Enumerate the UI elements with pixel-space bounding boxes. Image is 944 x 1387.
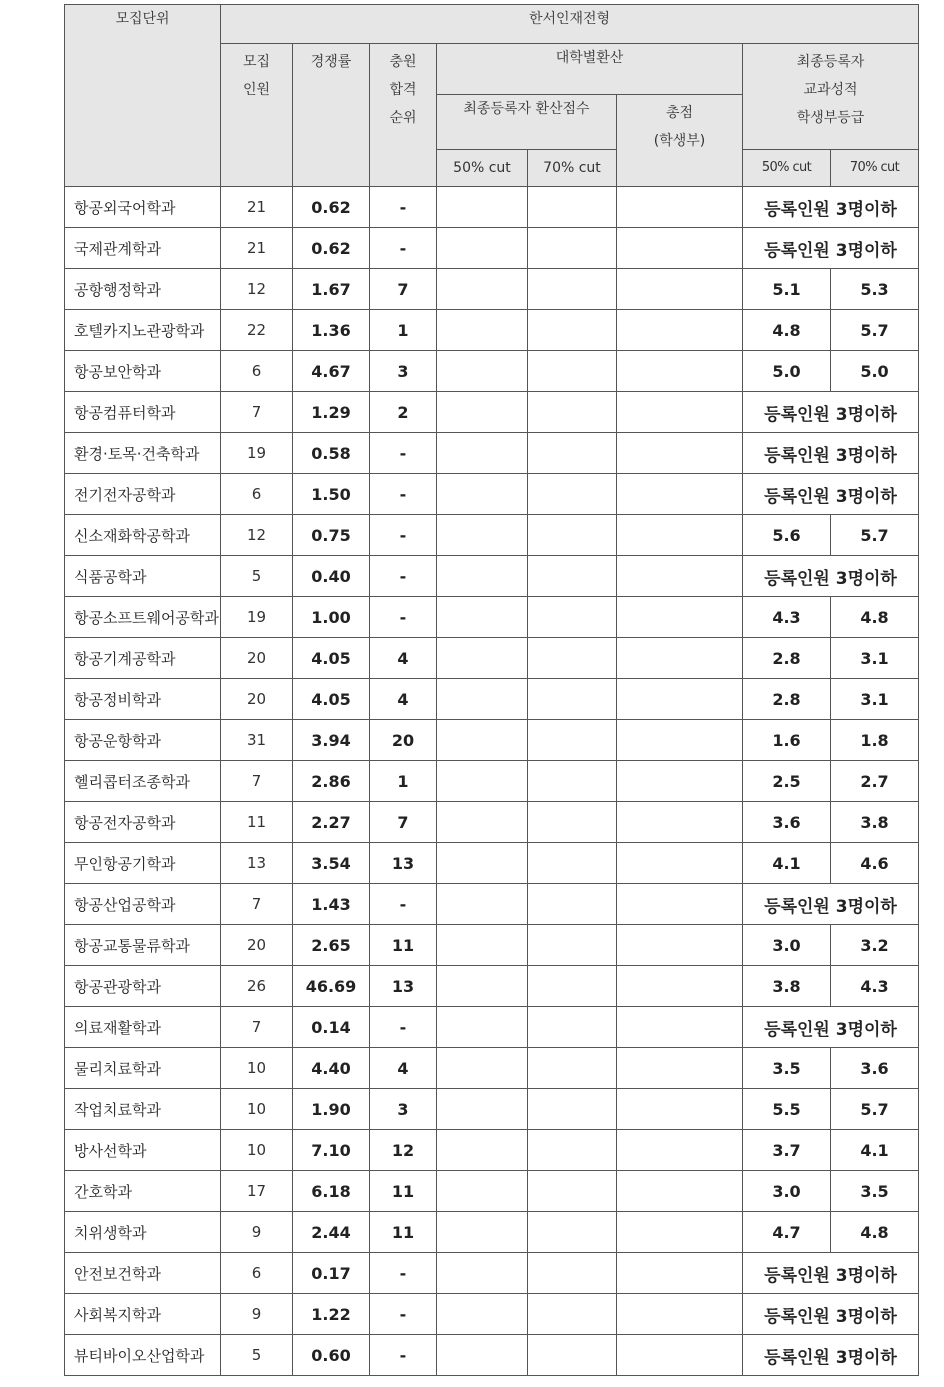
table-row	[65, 966, 919, 1007]
conv-50cut-cell	[437, 720, 528, 761]
quota-cell: 6	[221, 351, 293, 392]
conv-50cut-cell	[437, 761, 528, 802]
ratio-cell: 1.90	[293, 1089, 370, 1130]
dept-name: 환경·토목·건축학과	[65, 433, 221, 474]
table-row	[65, 638, 919, 679]
dept-name: 방사선학과	[65, 1130, 221, 1171]
grade-70cut-cell: 2.7	[831, 761, 919, 802]
grade-70cut-cell: 3.5	[831, 1171, 919, 1212]
conv-70cut-cell	[528, 515, 617, 556]
rank-cell: 4	[370, 1048, 437, 1089]
total-cell	[617, 228, 743, 269]
ratio-cell: 0.62	[293, 228, 370, 269]
table-row	[65, 515, 919, 556]
header-conv-70cut: 70% cut	[528, 150, 617, 187]
ratio-cell: 0.60	[293, 1335, 370, 1376]
header-conv-50cut: 50% cut	[437, 150, 528, 187]
conv-50cut-cell	[437, 474, 528, 515]
total-cell	[617, 802, 743, 843]
dept-name: 항공산업공학과	[65, 884, 221, 925]
conv-50cut-cell	[437, 187, 528, 228]
grade-70cut-cell: 1.8	[831, 720, 919, 761]
table-row	[65, 556, 919, 597]
conv-50cut-cell	[437, 966, 528, 1007]
conv-70cut-cell	[528, 679, 617, 720]
conv-50cut-cell	[437, 679, 528, 720]
dept-name: 항공정비학과	[65, 679, 221, 720]
quota-cell: 5	[221, 556, 293, 597]
rank-cell: 13	[370, 966, 437, 1007]
quota-cell: 21	[221, 187, 293, 228]
total-cell	[617, 351, 743, 392]
conv-70cut-cell	[528, 1212, 617, 1253]
quota-cell: 20	[221, 679, 293, 720]
table-row	[65, 1089, 919, 1130]
grade-50cut-cell: 3.0	[743, 925, 831, 966]
conv-70cut-cell	[528, 925, 617, 966]
conv-70cut-cell	[528, 1007, 617, 1048]
conv-70cut-cell	[528, 1294, 617, 1335]
quota-cell: 21	[221, 228, 293, 269]
total-cell	[617, 1171, 743, 1212]
dept-name: 뷰티바이오산업학과	[65, 1335, 221, 1376]
conv-50cut-cell	[437, 638, 528, 679]
total-cell	[617, 884, 743, 925]
header-track: 한서인재전형	[221, 5, 919, 44]
ratio-cell: 0.62	[293, 187, 370, 228]
quota-cell: 22	[221, 310, 293, 351]
rank-cell: -	[370, 1007, 437, 1048]
conv-70cut-cell	[528, 474, 617, 515]
rank-cell: 11	[370, 1212, 437, 1253]
total-cell	[617, 515, 743, 556]
conv-70cut-cell	[528, 720, 617, 761]
rank-cell: 3	[370, 1089, 437, 1130]
table-row	[65, 269, 919, 310]
header-grade-50cut: 50% cut	[743, 150, 831, 187]
conv-70cut-cell	[528, 351, 617, 392]
total-cell	[617, 433, 743, 474]
table-row	[65, 433, 919, 474]
dept-name: 공항행정학과	[65, 269, 221, 310]
grade-70cut-cell: 3.1	[831, 638, 919, 679]
rank-cell: -	[370, 187, 437, 228]
grade-note-cell: 등록인원 3명이하	[743, 392, 919, 433]
rank-cell: -	[370, 228, 437, 269]
header-univ-conversion: 대학별환산	[437, 44, 743, 95]
quota-cell: 5	[221, 1335, 293, 1376]
header-ratio: 경쟁률	[293, 44, 370, 187]
grade-50cut-cell: 2.5	[743, 761, 831, 802]
total-cell	[617, 1007, 743, 1048]
grade-70cut-cell: 4.3	[831, 966, 919, 1007]
quota-cell: 6	[221, 1253, 293, 1294]
quota-cell: 19	[221, 433, 293, 474]
grade-50cut-cell: 5.6	[743, 515, 831, 556]
ratio-cell: 3.94	[293, 720, 370, 761]
dept-name: 항공관광학과	[65, 966, 221, 1007]
conv-50cut-cell	[437, 843, 528, 884]
grade-70cut-cell: 3.8	[831, 802, 919, 843]
dept-name: 항공전자공학과	[65, 802, 221, 843]
table-header	[65, 5, 919, 187]
total-cell	[617, 1294, 743, 1335]
dept-name: 국제관계학과	[65, 228, 221, 269]
rank-cell: 12	[370, 1130, 437, 1171]
table-row	[65, 310, 919, 351]
rank-cell: 20	[370, 720, 437, 761]
grade-50cut-cell: 3.0	[743, 1171, 831, 1212]
ratio-cell: 6.18	[293, 1171, 370, 1212]
total-cell	[617, 269, 743, 310]
grade-50cut-cell: 4.1	[743, 843, 831, 884]
rank-cell: 2	[370, 392, 437, 433]
rank-cell: 3	[370, 351, 437, 392]
ratio-cell: 2.27	[293, 802, 370, 843]
table-row	[65, 1335, 919, 1376]
rank-cell: 7	[370, 802, 437, 843]
table-row	[65, 187, 919, 228]
rank-cell: 13	[370, 843, 437, 884]
grade-50cut-cell: 4.7	[743, 1212, 831, 1253]
conv-50cut-cell	[437, 1335, 528, 1376]
ratio-cell: 1.43	[293, 884, 370, 925]
table-row	[65, 1007, 919, 1048]
conv-50cut-cell	[437, 1130, 528, 1171]
rank-cell: 7	[370, 269, 437, 310]
ratio-cell: 4.05	[293, 638, 370, 679]
dept-name: 안전보건학과	[65, 1253, 221, 1294]
total-cell	[617, 187, 743, 228]
rank-cell: 11	[370, 1171, 437, 1212]
conv-70cut-cell	[528, 310, 617, 351]
conv-70cut-cell	[528, 228, 617, 269]
quota-cell: 7	[221, 761, 293, 802]
grade-50cut-cell: 3.6	[743, 802, 831, 843]
rank-cell: -	[370, 556, 437, 597]
grade-note-cell: 등록인원 3명이하	[743, 1294, 919, 1335]
dept-name: 호텔카지노관광학과	[65, 310, 221, 351]
conv-70cut-cell	[528, 187, 617, 228]
table-row	[65, 843, 919, 884]
ratio-cell: 46.69	[293, 966, 370, 1007]
grade-70cut-cell: 5.7	[831, 1089, 919, 1130]
table-row	[65, 679, 919, 720]
grade-70cut-cell: 4.1	[831, 1130, 919, 1171]
conv-50cut-cell	[437, 1089, 528, 1130]
grade-note-cell: 등록인원 3명이하	[743, 187, 919, 228]
quota-cell: 17	[221, 1171, 293, 1212]
grade-note-cell: 등록인원 3명이하	[743, 433, 919, 474]
ratio-cell: 2.44	[293, 1212, 370, 1253]
rank-cell: -	[370, 474, 437, 515]
ratio-cell: 0.17	[293, 1253, 370, 1294]
header-final-grade: 최종등록자 교과성적 학생부등급	[743, 44, 919, 150]
conv-50cut-cell	[437, 228, 528, 269]
total-cell	[617, 679, 743, 720]
admission-results-table	[64, 4, 919, 1376]
quota-cell: 12	[221, 269, 293, 310]
ratio-cell: 1.00	[293, 597, 370, 638]
dept-name: 전기전자공학과	[65, 474, 221, 515]
conv-50cut-cell	[437, 1212, 528, 1253]
total-cell	[617, 1089, 743, 1130]
dept-name: 항공기계공학과	[65, 638, 221, 679]
rank-cell: 1	[370, 761, 437, 802]
quota-cell: 7	[221, 884, 293, 925]
ratio-cell: 2.65	[293, 925, 370, 966]
quota-cell: 7	[221, 1007, 293, 1048]
table-row	[65, 720, 919, 761]
header-total: 총점 (학생부)	[617, 95, 743, 187]
conv-50cut-cell	[437, 310, 528, 351]
quota-cell: 19	[221, 597, 293, 638]
conv-70cut-cell	[528, 1089, 617, 1130]
grade-50cut-cell: 3.5	[743, 1048, 831, 1089]
header-quota: 모집 인원	[221, 44, 293, 187]
grade-70cut-cell: 3.1	[831, 679, 919, 720]
rank-cell: -	[370, 515, 437, 556]
dept-name: 신소재화학공학과	[65, 515, 221, 556]
header-rank: 충원 합격 순위	[370, 44, 437, 187]
conv-70cut-cell	[528, 966, 617, 1007]
conv-50cut-cell	[437, 556, 528, 597]
dept-name: 항공보안학과	[65, 351, 221, 392]
ratio-cell: 0.14	[293, 1007, 370, 1048]
conv-70cut-cell	[528, 556, 617, 597]
dept-name: 항공운항학과	[65, 720, 221, 761]
grade-50cut-cell: 1.6	[743, 720, 831, 761]
ratio-cell: 2.86	[293, 761, 370, 802]
conv-50cut-cell	[437, 1171, 528, 1212]
quota-cell: 20	[221, 638, 293, 679]
dept-name: 물리치료학과	[65, 1048, 221, 1089]
conv-70cut-cell	[528, 392, 617, 433]
conv-50cut-cell	[437, 351, 528, 392]
dept-name: 항공컴퓨터학과	[65, 392, 221, 433]
grade-note-cell: 등록인원 3명이하	[743, 1007, 919, 1048]
total-cell	[617, 474, 743, 515]
grade-70cut-cell: 5.7	[831, 515, 919, 556]
table-row	[65, 597, 919, 638]
total-cell	[617, 1048, 743, 1089]
table-row	[65, 392, 919, 433]
grade-50cut-cell: 2.8	[743, 679, 831, 720]
conv-70cut-cell	[528, 884, 617, 925]
grade-note-cell: 등록인원 3명이하	[743, 1253, 919, 1294]
grade-70cut-cell: 5.7	[831, 310, 919, 351]
rank-cell: 4	[370, 679, 437, 720]
conv-50cut-cell	[437, 1007, 528, 1048]
ratio-cell: 1.50	[293, 474, 370, 515]
total-cell	[617, 1253, 743, 1294]
rank-cell: 11	[370, 925, 437, 966]
table-body	[65, 187, 919, 1376]
grade-70cut-cell: 4.8	[831, 597, 919, 638]
dept-name: 의료재활학과	[65, 1007, 221, 1048]
total-cell	[617, 720, 743, 761]
table-row	[65, 884, 919, 925]
quota-cell: 9	[221, 1212, 293, 1253]
total-cell	[617, 966, 743, 1007]
conv-50cut-cell	[437, 1294, 528, 1335]
quota-cell: 9	[221, 1294, 293, 1335]
total-cell	[617, 638, 743, 679]
rank-cell: 4	[370, 638, 437, 679]
quota-cell: 6	[221, 474, 293, 515]
dept-name: 사회복지학과	[65, 1294, 221, 1335]
rank-cell: -	[370, 1335, 437, 1376]
grade-note-cell: 등록인원 3명이하	[743, 556, 919, 597]
total-cell	[617, 761, 743, 802]
table-row	[65, 351, 919, 392]
rank-cell: -	[370, 1253, 437, 1294]
ratio-cell: 3.54	[293, 843, 370, 884]
conv-70cut-cell	[528, 269, 617, 310]
header-grade-70cut: 70% cut	[831, 150, 919, 187]
rank-cell: -	[370, 1294, 437, 1335]
ratio-cell: 7.10	[293, 1130, 370, 1171]
conv-70cut-cell	[528, 1253, 617, 1294]
total-cell	[617, 556, 743, 597]
grade-70cut-cell: 4.8	[831, 1212, 919, 1253]
conv-70cut-cell	[528, 1130, 617, 1171]
ratio-cell: 0.40	[293, 556, 370, 597]
grade-note-cell: 등록인원 3명이하	[743, 474, 919, 515]
conv-50cut-cell	[437, 802, 528, 843]
grade-50cut-cell: 5.1	[743, 269, 831, 310]
dept-name: 항공소프트웨어공학과	[65, 597, 221, 638]
grade-70cut-cell: 5.3	[831, 269, 919, 310]
grade-note-cell: 등록인원 3명이하	[743, 1335, 919, 1376]
ratio-cell: 0.58	[293, 433, 370, 474]
grade-70cut-cell: 5.0	[831, 351, 919, 392]
quota-cell: 7	[221, 392, 293, 433]
total-cell	[617, 310, 743, 351]
table-row	[65, 925, 919, 966]
quota-cell: 10	[221, 1089, 293, 1130]
dept-name: 작업치료학과	[65, 1089, 221, 1130]
rank-cell: -	[370, 884, 437, 925]
rank-cell: -	[370, 433, 437, 474]
total-cell	[617, 597, 743, 638]
table-row	[65, 1048, 919, 1089]
conv-70cut-cell	[528, 1171, 617, 1212]
conv-50cut-cell	[437, 1253, 528, 1294]
ratio-cell: 1.29	[293, 392, 370, 433]
total-cell	[617, 1212, 743, 1253]
dept-name: 항공외국어학과	[65, 187, 221, 228]
grade-note-cell: 등록인원 3명이하	[743, 884, 919, 925]
table-row	[65, 1171, 919, 1212]
conv-50cut-cell	[437, 925, 528, 966]
conv-70cut-cell	[528, 1335, 617, 1376]
table-row	[65, 228, 919, 269]
grade-50cut-cell: 3.7	[743, 1130, 831, 1171]
conv-70cut-cell	[528, 802, 617, 843]
dept-name: 무인항공기학과	[65, 843, 221, 884]
conv-50cut-cell	[437, 597, 528, 638]
ratio-cell: 1.36	[293, 310, 370, 351]
quota-cell: 13	[221, 843, 293, 884]
grade-note-cell: 등록인원 3명이하	[743, 228, 919, 269]
conv-50cut-cell	[437, 884, 528, 925]
table-row	[65, 761, 919, 802]
table-row	[65, 474, 919, 515]
grade-70cut-cell: 3.2	[831, 925, 919, 966]
conv-50cut-cell	[437, 433, 528, 474]
total-cell	[617, 1335, 743, 1376]
conv-50cut-cell	[437, 392, 528, 433]
ratio-cell: 1.22	[293, 1294, 370, 1335]
grade-50cut-cell: 2.8	[743, 638, 831, 679]
total-cell	[617, 925, 743, 966]
conv-70cut-cell	[528, 843, 617, 884]
grade-50cut-cell: 4.3	[743, 597, 831, 638]
conv-50cut-cell	[437, 269, 528, 310]
conv-70cut-cell	[528, 638, 617, 679]
table-row	[65, 1253, 919, 1294]
table-row	[65, 1212, 919, 1253]
total-cell	[617, 392, 743, 433]
rank-cell: 1	[370, 310, 437, 351]
table-row	[65, 1294, 919, 1335]
conv-50cut-cell	[437, 1048, 528, 1089]
dept-name: 치위생학과	[65, 1212, 221, 1253]
grade-50cut-cell: 5.5	[743, 1089, 831, 1130]
grade-50cut-cell: 3.8	[743, 966, 831, 1007]
conv-70cut-cell	[528, 597, 617, 638]
conv-70cut-cell	[528, 1048, 617, 1089]
grade-50cut-cell: 5.0	[743, 351, 831, 392]
grade-50cut-cell: 4.8	[743, 310, 831, 351]
grade-70cut-cell: 3.6	[831, 1048, 919, 1089]
quota-cell: 10	[221, 1048, 293, 1089]
header-unit: 모집단위	[65, 5, 221, 187]
rank-cell: -	[370, 597, 437, 638]
total-cell	[617, 1130, 743, 1171]
total-cell	[617, 843, 743, 884]
quota-cell: 26	[221, 966, 293, 1007]
conv-50cut-cell	[437, 515, 528, 556]
dept-name: 식품공학과	[65, 556, 221, 597]
table-row	[65, 802, 919, 843]
quota-cell: 11	[221, 802, 293, 843]
grade-70cut-cell: 4.6	[831, 843, 919, 884]
dept-name: 항공교통물류학과	[65, 925, 221, 966]
ratio-cell: 1.67	[293, 269, 370, 310]
quota-cell: 31	[221, 720, 293, 761]
ratio-cell: 4.40	[293, 1048, 370, 1089]
dept-name: 간호학과	[65, 1171, 221, 1212]
conv-70cut-cell	[528, 433, 617, 474]
conv-70cut-cell	[528, 761, 617, 802]
quota-cell: 20	[221, 925, 293, 966]
dept-name: 헬리콥터조종학과	[65, 761, 221, 802]
quota-cell: 12	[221, 515, 293, 556]
table-row	[65, 1130, 919, 1171]
ratio-cell: 0.75	[293, 515, 370, 556]
quota-cell: 10	[221, 1130, 293, 1171]
ratio-cell: 4.67	[293, 351, 370, 392]
header-final-conv-score: 최종등록자 환산점수	[437, 95, 617, 150]
ratio-cell: 4.05	[293, 679, 370, 720]
